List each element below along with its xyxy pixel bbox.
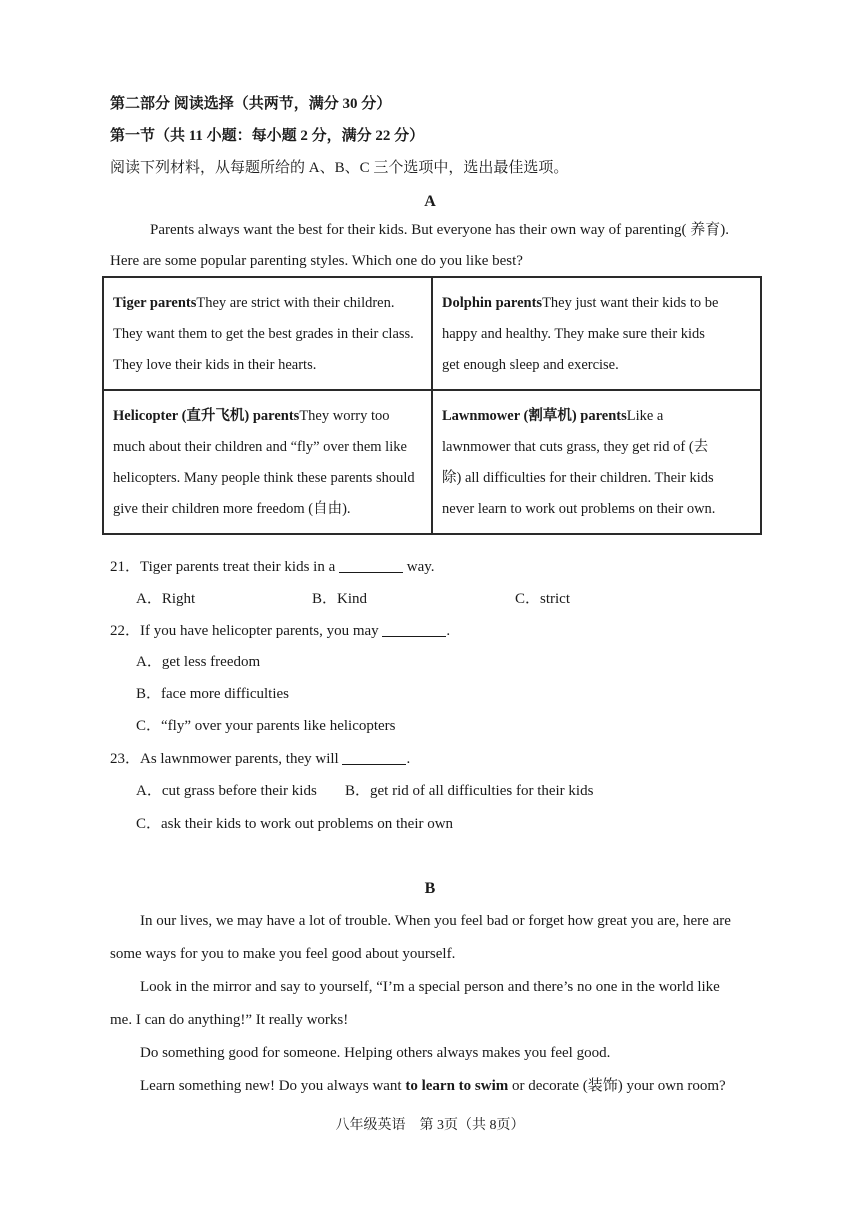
answer-blank xyxy=(339,558,403,573)
style-name: Lawnmower (割草机) parents xyxy=(442,408,627,424)
option-21-b[interactable] xyxy=(312,589,367,609)
question-stem: As lawnmower parents, they will xyxy=(140,751,339,767)
option-text: strict xyxy=(540,591,571,607)
option-22-a[interactable] xyxy=(136,652,260,672)
style-text: They love their kids in their hearts. xyxy=(113,357,317,373)
option-text: face more difficulties xyxy=(161,686,290,702)
passage-a-intro-line-2: Here are some popular parenting styles. Which one do you like best? xyxy=(110,253,523,269)
question-22 xyxy=(110,621,450,641)
style-text: They want them to get the best grades in their class. xyxy=(113,326,414,342)
option-text: Right xyxy=(161,591,196,607)
style-text: 除) all difficulties for their children. Their kids xyxy=(442,470,714,486)
style-text: much about their children and “fly” over them like xyxy=(113,439,407,455)
option-letter: C． xyxy=(136,718,162,734)
style-text: happy and healthy. They make sure their kids xyxy=(442,326,705,342)
p4-bold-text: to learn to swim xyxy=(405,1078,509,1094)
option-letter: C． xyxy=(515,591,541,607)
table-row xyxy=(103,390,761,534)
style-text: lawnmower that cuts grass, they get rid of (去 xyxy=(442,439,709,455)
answer-blank xyxy=(342,750,406,765)
question-stem-end: . xyxy=(406,751,411,767)
style-text: They just want their kids to be xyxy=(542,295,719,311)
option-23-c[interactable] xyxy=(136,814,453,834)
p4-text-end: or decorate (装饰) your own room? xyxy=(508,1078,726,1094)
option-letter: A． xyxy=(136,591,162,607)
passage-b-p2-line-2: me. I can do anything!” It really works! xyxy=(110,1012,349,1028)
style-name: Helicopter (直升飞机) parents xyxy=(113,408,300,424)
option-21-a[interactable] xyxy=(136,589,195,609)
question-number: 23． xyxy=(110,751,141,767)
question-stem-end: way. xyxy=(406,559,435,575)
page-footer: 八年级英语 第 3页（共 8页） xyxy=(335,1118,525,1133)
option-text: cut grass before their kids xyxy=(161,783,317,799)
style-name: Tiger parents xyxy=(113,295,197,311)
lawnmower-parents-cell xyxy=(432,390,761,534)
option-letter: C． xyxy=(136,816,162,832)
parenting-styles-table xyxy=(102,276,762,535)
option-text: get less freedom xyxy=(161,654,261,670)
style-text: helicopters. Many people think these parents should xyxy=(113,470,415,486)
style-text: get enough sleep and exercise. xyxy=(442,357,619,373)
option-text: ask their kids to work out problems on their own xyxy=(161,816,454,832)
passage-a-intro-line-1: Parents always want the best for their kids. But everyone has their own way of parenting( 养育). xyxy=(150,222,730,238)
question-number: 22． xyxy=(110,623,141,639)
question-stem-end: . xyxy=(446,623,451,639)
option-letter: B． xyxy=(136,686,162,702)
option-letter: A． xyxy=(136,654,162,670)
passage-b-p4 xyxy=(140,1076,726,1096)
passage-a-heading: A xyxy=(424,193,436,210)
p4-text: Learn something new! Do you always want xyxy=(140,1078,406,1094)
instruction: 阅读下列材料，从每题所给的 A、B、C 三个选项中，选出最佳选项。 xyxy=(110,160,569,176)
style-name: Dolphin parents xyxy=(442,295,543,311)
option-22-c[interactable] xyxy=(136,716,396,736)
style-text: They worry too xyxy=(299,408,390,424)
option-text: Kind xyxy=(337,591,368,607)
passage-b-p1-line-2: some ways for you to make you feel good about yourself. xyxy=(110,946,456,962)
option-text: get rid of all difficulties for their kids xyxy=(370,783,594,799)
question-23 xyxy=(110,749,410,769)
option-22-b[interactable] xyxy=(136,684,289,704)
passage-b-p3: Do something good for someone. Helping others always makes you feel good. xyxy=(140,1045,611,1061)
option-23-b[interactable] xyxy=(345,781,593,801)
helicopter-parents-cell xyxy=(103,390,432,534)
dolphin-parents-cell xyxy=(432,277,761,390)
section-title: 第二部分 阅读选择（共两节，满分 30 分） xyxy=(110,96,392,112)
option-21-c[interactable] xyxy=(515,589,570,609)
question-21 xyxy=(110,557,435,577)
option-letter: B． xyxy=(312,591,338,607)
question-stem: Tiger parents treat their kids in a xyxy=(140,559,336,575)
option-letter: B． xyxy=(345,783,371,799)
question-stem: If you have helicopter parents, you may xyxy=(140,623,379,639)
table-row xyxy=(103,277,761,390)
section-subtitle xyxy=(110,126,424,146)
passage-b-p1-line-1: In our lives, we may have a lot of trouble. When you feel bad or forget how great you are, here are xyxy=(140,913,731,929)
style-text: never learn to work out problems on their own. xyxy=(442,501,716,517)
answer-blank xyxy=(382,622,446,637)
option-text: “fly” over your parents like helicopters xyxy=(161,718,396,734)
style-text: Like a xyxy=(626,408,664,424)
tiger-parents-cell xyxy=(103,277,432,390)
style-text: They are strict with their children. xyxy=(196,295,395,311)
option-letter: A． xyxy=(136,783,162,799)
passage-b-heading: B xyxy=(424,880,436,897)
passage-b-p2-line-1: Look in the mirror and say to yourself, “I’m a special person and there’s no one in the world like xyxy=(140,979,720,995)
option-23-a[interactable] xyxy=(136,781,317,801)
question-number: 21． xyxy=(110,559,141,575)
style-text: give their children more freedom (自由). xyxy=(113,501,351,517)
section-subtitle-text: 第一节（共 11 小题：每小题 2 分，满分 22 分） xyxy=(110,128,425,144)
